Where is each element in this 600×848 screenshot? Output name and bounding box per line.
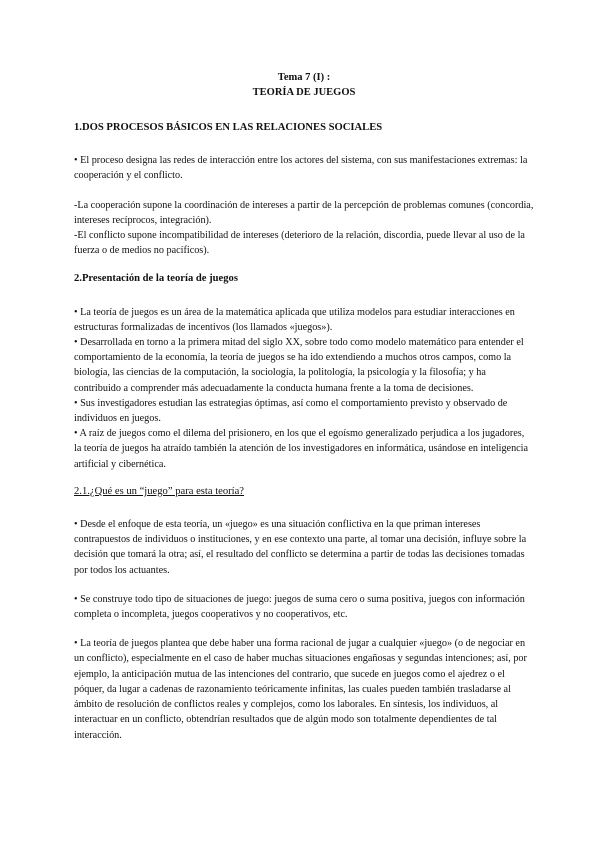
section-1-heading: 1.DOS PROCESOS BÁSICOS EN LAS RELACIONES SOCIALES [74, 122, 383, 133]
document-page [74, 70, 534, 743]
section-1-paragraph: • El proceso designa las redes de interacción entre los actores del sistema, con sus manifestaciones extremas: la cooperación y el conflicto. [74, 155, 528, 182]
document-title [74, 70, 534, 100]
section-2-paragraph: • A raíz de juegos como el dilema del prisionero, en los que el egoísmo generalizado perjudica a los jugadores, la teoría de juegos ha atraído también la atención de los investigadores en informática, usándose en inteligencia artificial y cibernética. [74, 428, 529, 470]
section-1-paragraph: -El conflicto supone incompatibilidad de intereses (deterioro de la relación, discordia, puede llevar al uso de la fuerza o de medios no pacíficos). [74, 230, 525, 257]
title-line-1: Tema 7 (I) : [277, 72, 331, 83]
section-2-1-paragraph: • Desde el enfoque de esta teoría, un «juego» es una situación conflictiva en la que priman intereses contrapuestos de individuos o instituciones, y en ese contexto una parte, al tomar una decisión, influye sobre la decisión que tomará la otra; así, el resultado del conflicto se determina a partir de todas las decisiones tomadas por todos los actuantes. [74, 519, 527, 576]
section-2-heading: 2.Presentación de la teoría de juegos [74, 273, 238, 285]
section-2-1-heading: 2.1.¿Qué es un “juego” para esta teoría? [74, 485, 245, 497]
section-2-1-paragraph: • Se construye todo tipo de situaciones de juego: juegos de suma cero o suma positiva, juegos con información completa o incompleta, juegos cooperativos y no cooperativos, etc. [74, 593, 525, 621]
section-2-1-paragraph: • La teoría de juegos plantea que debe haber una forma racional de jugar a cualquier «juego» (o de negociar en un conflicto), especialmente en el caso de haber muchas situaciones engañosas y segundas intenciones; así, por ejemplo, la anticipación mutua de las intenciones del contrario, que sucede en juegos como el ajedrez o el póquer, da lugar a cadenas de razonamiento teóricamente infinitas, las cuales pueden también trasladarse al ámbito de resolución de conflictos reales y complejos, como los laborales. En síntesis, los individuos, al interactuar en un conflicto, obtendrían resultados que de algún modo son totalmente dependientes de tal interacción. [74, 638, 527, 741]
section-2-paragraph: • Sus investigadores estudian las estrategias óptimas, así como el comportamiento previsto y observado de individuos en juegos. [74, 397, 508, 425]
title-line-2: TEORÍA DE JUEGOS [252, 87, 356, 98]
section-2-paragraph: • La teoría de juegos es un área de la matemática aplicada que utiliza modelos para estudiar interacciones en estructuras formalizadas de incentivos (los llamados «juegos»). [74, 306, 515, 333]
section-1-paragraph: -La cooperación supone la coordinación de intereses a partir de la percepción de problemas comunes (concordia, intereses recíprocos, integración). [74, 199, 534, 226]
section-2-paragraph: • Desarrollada en torno a la primera mitad del siglo XX, sobre todo como modelo matemático para entender el comportamiento de la economía, la teoría de juegos se ha ido extendiendo a muchos otros campos, como la biología, las ciencias de la computación, la sociología, la politología, la psicología y la filosofía; y ha contribuido a comprender más adecuadamente la conducta humana frente a la toma de decisiones. [74, 337, 524, 394]
